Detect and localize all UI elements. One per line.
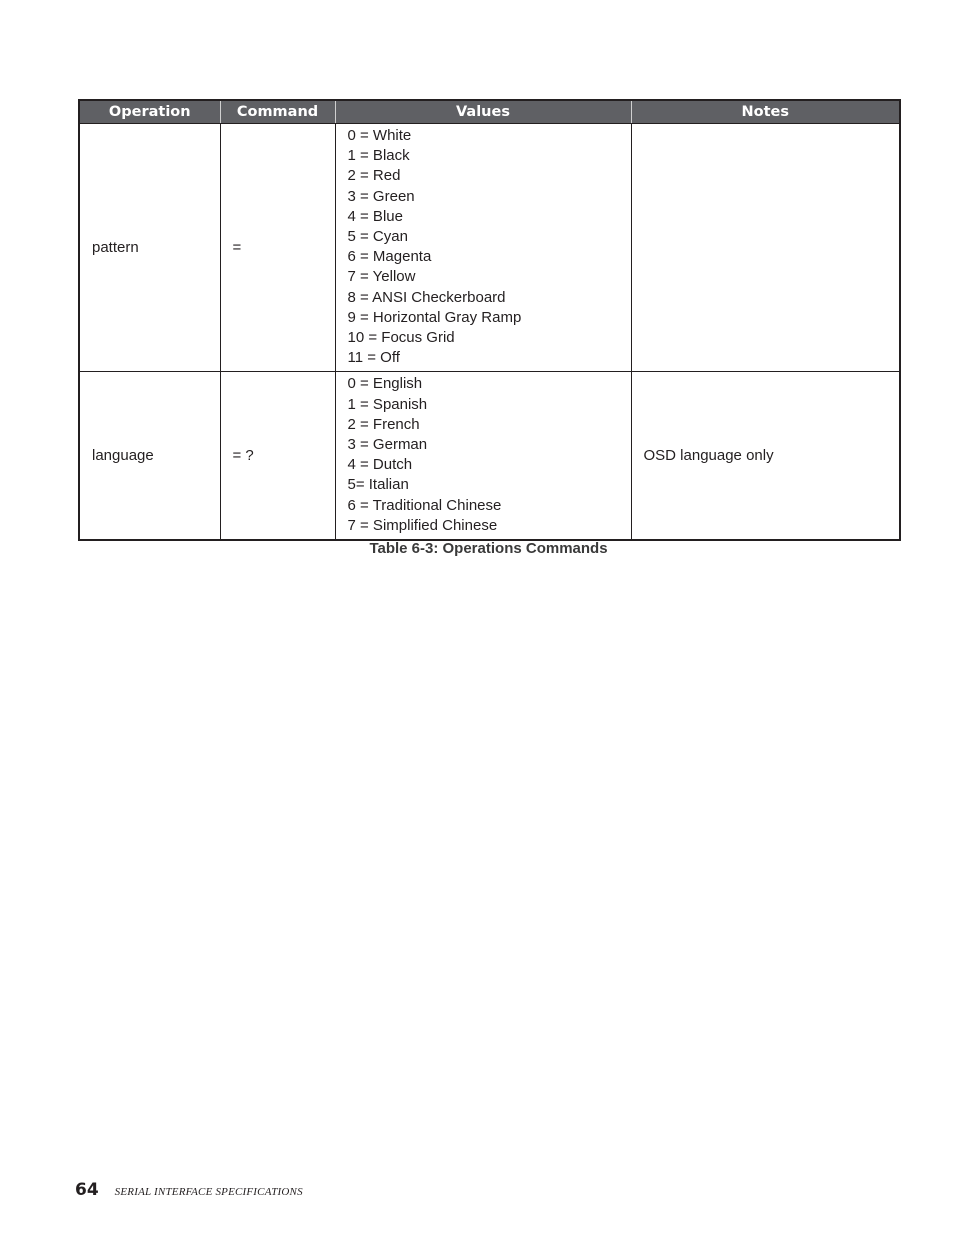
value-item: 10 = Focus Grid — [347, 329, 455, 347]
value-item: 2 = Red — [347, 167, 401, 185]
command-cell: = ? — [220, 372, 335, 540]
value-item: 6 = Magenta — [347, 248, 432, 266]
value-item: 8 = ANSI Checkerboard — [347, 288, 506, 306]
value-item: 7 = Simplified Chinese — [347, 516, 498, 534]
value-item: 4 = Dutch — [347, 456, 413, 474]
value-item: 5= Italian — [347, 476, 409, 494]
operations-table — [78, 99, 901, 541]
values-cell — [335, 372, 631, 540]
value-item: 4 = Blue — [347, 207, 403, 225]
section-title: SERIAL INTERFACE SPECIFICATIONS — [114, 1186, 303, 1198]
notes-cell — [631, 124, 900, 372]
value-item: 5 = Cyan — [347, 228, 408, 246]
table-header-row — [79, 100, 900, 124]
header-command: Command — [220, 100, 335, 124]
value-item: 3 = Green — [347, 187, 415, 205]
notes-cell: OSD language only — [631, 372, 900, 540]
value-item: 1 = Black — [347, 147, 410, 165]
value-item: 6 = Traditional Chinese — [347, 496, 502, 514]
value-item: 2 = French — [347, 415, 420, 433]
operation-cell: pattern — [79, 124, 220, 372]
table-row — [79, 372, 900, 540]
value-item: 0 = English — [347, 375, 423, 393]
value-item: 11 = Off — [347, 349, 400, 367]
values-cell — [335, 124, 631, 372]
page-number: 64 — [75, 1180, 99, 1200]
value-item: 3 = German — [347, 436, 428, 454]
header-values: Values — [335, 100, 631, 124]
value-item: 7 = Yellow — [347, 268, 416, 286]
command-cell: = — [220, 124, 335, 372]
header-operation: Operation — [79, 100, 220, 124]
value-item: 1 = Spanish — [347, 395, 428, 413]
operation-cell: language — [79, 372, 220, 540]
value-item: 9 = Horizontal Gray Ramp — [347, 308, 522, 326]
table-caption: Table 6-3: Operations Commands — [369, 540, 608, 557]
table-row — [79, 124, 900, 372]
page-footer — [75, 1180, 303, 1200]
header-notes: Notes — [631, 100, 900, 124]
value-item: 0 = White — [347, 127, 412, 144]
